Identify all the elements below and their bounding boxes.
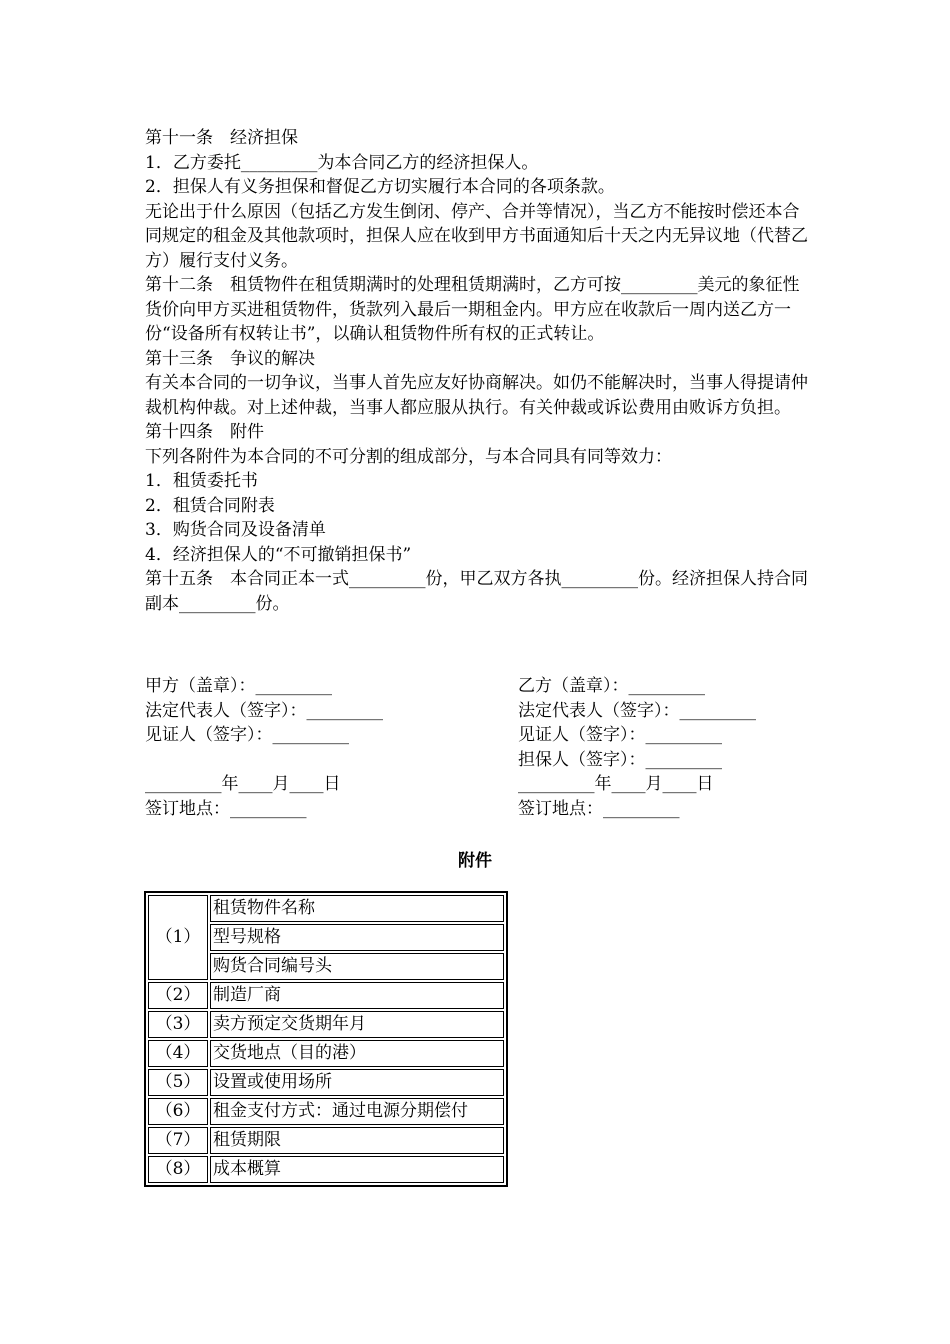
annex-number: （5）: [148, 1069, 208, 1096]
party-b-legal-rep: 法定代表人（签字）：_________: [518, 700, 756, 721]
annex-number: （2）: [148, 982, 208, 1009]
annex-item-contract-no: 购货合同编号头: [210, 953, 504, 980]
table-row: [148, 1069, 504, 1096]
annex-number: （7）: [148, 1127, 208, 1154]
annex-number: （8）: [148, 1156, 208, 1183]
article-11-paragraph: 无论出于什么原因（包括乙方发生倒闭、停产、合并等情况），当乙方不能按时偿还本合同规定的租金及其他款项时，担保人应在收到甲方书面通知后十天之内无异议地（代替乙方）履行支付义务。: [145, 201, 808, 271]
article-14-item-2: 2．租赁合同附表: [145, 495, 275, 516]
party-a-spacer: [145, 748, 383, 773]
table-row: [148, 1098, 504, 1125]
annex-label: 租赁期限: [210, 1127, 504, 1154]
article-14-heading: 第十四条 附件: [145, 422, 264, 442]
annex-label: 制造厂商: [210, 982, 504, 1009]
table-row: [148, 1156, 504, 1183]
contract-body: [145, 126, 810, 616]
annex-number: （6）: [148, 1098, 208, 1125]
party-b-guarantor: 担保人（签字）：_________: [518, 749, 722, 770]
annex-label: 租金支付方式：通过电源分期偿付: [210, 1098, 504, 1125]
article-14-paragraph: 下列各附件为本合同的不可分割的组成部分，与本合同具有同等效力：: [145, 446, 672, 467]
article-11-heading: 第十一条 经济担保: [145, 128, 298, 148]
article-14-item-4: 4．经济担保人的“不可撤销担保书”: [145, 544, 412, 565]
party-b-witness: 见证人（签字）：_________: [518, 725, 722, 745]
article-14-item-3: 3．购货合同及设备清单: [145, 520, 326, 540]
table-row: [148, 982, 504, 1009]
annex-label: 成本概算: [210, 1156, 504, 1183]
annex-number-1: （1）: [148, 895, 208, 980]
annex-label: 交货地点（目的港）: [210, 1040, 504, 1067]
annex-table: [144, 891, 508, 1187]
annex-item-name: 租赁物件名称: [210, 895, 504, 922]
article-13-paragraph: 有关本合同的一切争议，当事人首先应友好协商解决。如仍不能解决时，当事人得提请仲裁机构仲裁。对上述仲裁，当事人都应服从执行。有关仲裁或诉讼费用由败诉方负担。: [145, 373, 808, 418]
party-a-witness: 见证人（签字）：_________: [145, 725, 349, 745]
table-row: [148, 1011, 504, 1038]
article-14-item-1: 1．租赁委托书: [145, 471, 258, 491]
signature-block-party-a: [145, 674, 383, 821]
annex-label: 卖方预定交货期年月: [210, 1011, 504, 1038]
party-b-date: _________年____月____日: [518, 774, 714, 794]
article-15: 第十五条 本合同正本一式_________份，甲乙双方各执_________份。经济担保人持合同副本_________份。: [145, 569, 808, 614]
table-row: [148, 895, 504, 922]
party-a-place: 签订地点：_________: [145, 798, 307, 819]
annex-label: 设置或使用场所: [210, 1069, 504, 1096]
party-b-place: 签订地点：_________: [518, 798, 680, 819]
article-11-item-1: 1．乙方委托_________为本合同乙方的经济担保人。: [145, 152, 539, 173]
annex-number: （4）: [148, 1040, 208, 1067]
article-11-item-2: 2．担保人有义务担保和督促乙方切实履行本合同的各项条款。: [145, 177, 615, 197]
table-row: [148, 1127, 504, 1154]
annex-item-model: 型号规格: [210, 924, 504, 951]
annex-number: （3）: [148, 1011, 208, 1038]
party-a-seal: 甲方（盖章）：_________: [145, 676, 332, 696]
table-row: [148, 1040, 504, 1067]
party-a-legal-rep: 法定代表人（签字）：_________: [145, 700, 383, 721]
annex-title: 附件: [458, 851, 492, 871]
party-a-date: _________年____月____日: [145, 774, 341, 794]
signature-block-party-b: [518, 674, 756, 821]
article-13-heading: 第十三条 争议的解决: [145, 348, 315, 369]
party-b-seal: 乙方（盖章）：_________: [518, 676, 705, 696]
article-12: 第十二条 租赁物件在租赁期满时的处理租赁期满时，乙方可按_________美元的象征性货价向甲方买进租赁物件，货款列入最后一期租金内。甲方应在收款后一周内送乙方一份“设备所有权转让书”，以确认租赁物件所有权的正式转让。: [145, 275, 800, 344]
